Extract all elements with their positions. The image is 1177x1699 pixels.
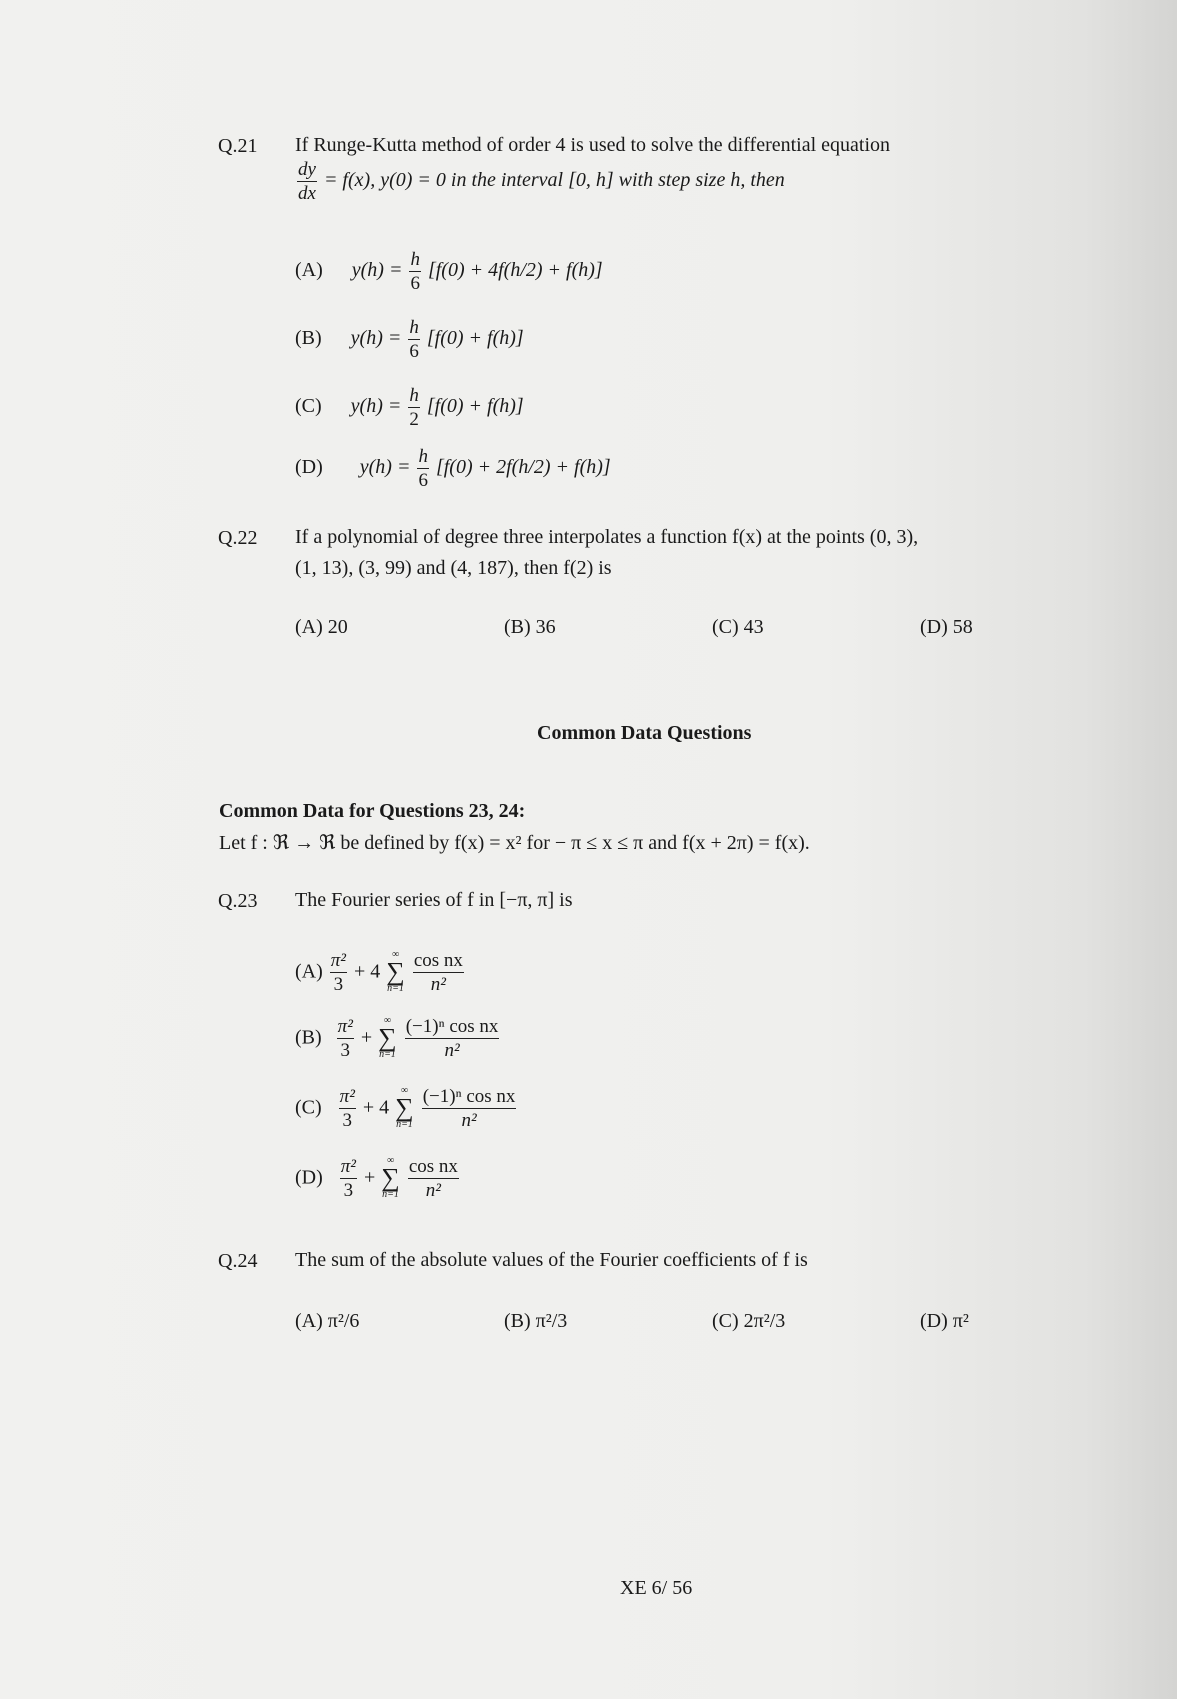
question-text: If a polynomial of degree three interpolates a function f(x) at the points (0, 3),	[295, 526, 919, 548]
summation-symbol: ∞ ∑ n=1	[386, 949, 405, 994]
question-number: Q.22	[218, 527, 258, 549]
option-c[interactable]: (C) y(h) = $\frac{h}{2}$ [f(0) + f(h)]	[295, 385, 524, 430]
question-text: The Fourier series of f in [−π, π] is	[295, 889, 573, 911]
section-heading: Common Data Questions	[537, 722, 752, 744]
question-text: If Runge-Kutta method of order 4 is used to solve the differential equation	[295, 134, 891, 156]
option-b[interactable]: (B) π²/3	[504, 1310, 568, 1332]
option-a[interactable]: (A) π²/6	[295, 1310, 360, 1332]
option-a[interactable]: (A) 20	[295, 616, 348, 638]
option-c[interactable]: (C) 43	[712, 616, 764, 638]
question-number: Q.21	[218, 135, 258, 157]
option-b[interactable]: (B) $\frac{\text{π²}}{3}$ + ∞ ∑ n=1 $\frac{\text{(−1)ⁿ cos nx}}{\text{n²}}$	[295, 1015, 499, 1061]
option-b[interactable]: (B) 36	[504, 616, 556, 638]
option-d[interactable]: (D) $\frac{\text{π²}}{3}$ + ∞ ∑ n=1 $\frac{\text{cos nx}}{\text{n²}}$	[295, 1155, 458, 1201]
summation-symbol: ∞ ∑ n=1	[378, 1015, 397, 1060]
page-number: XE 6/ 56	[620, 1577, 693, 1599]
common-data-text: Let f : ℜ → ℜ be defined by f(x) = x² for − π ≤ x ≤ π and f(x + 2π) = f(x).	[219, 832, 810, 854]
option-a[interactable]: (A) $\frac{\text{π²}}{3}$ + 4 ∞ ∑ n=1 $\frac{\text{cos nx}}{\text{n²}}$	[295, 949, 463, 995]
derivative-fraction: $\frac{dy}{dx}$	[298, 159, 316, 204]
question-text-line2: $\frac{dy}{dx}$ = f(x), y(0) = 0 in the interval [0, h] with step size h, then	[298, 159, 785, 204]
question-text: The sum of the absolute values of the Fourier coefficients of f is	[295, 1249, 808, 1271]
option-b[interactable]: (B) y(h) = $\frac{h}{6}$ [f(0) + f(h)]	[295, 317, 524, 362]
summation-symbol: ∞ ∑ n=1	[381, 1155, 400, 1200]
summation-symbol: ∞ ∑ n=1	[395, 1085, 414, 1130]
option-d[interactable]: (D) y(h) = $\frac{h}{6}$ [f(0) + 2f(h/2) + f(h)]	[295, 446, 611, 491]
question-number: Q.23	[218, 890, 258, 912]
question-text-line2: (1, 13), (3, 99) and (4, 187), then f(2) is	[295, 557, 612, 579]
option-c[interactable]: (C) 2π²/3	[712, 1310, 786, 1332]
option-d[interactable]: (D) π²	[920, 1310, 969, 1332]
option-a[interactable]: (A) y(h) = $\frac{h}{6}$ [f(0) + 4f(h/2) + f(h)]	[295, 249, 603, 294]
option-c[interactable]: (C) $\frac{\text{π²}}{3}$ + 4 ∞ ∑ n=1 $\frac{\text{(−1)ⁿ cos nx}}{\text{n²}}$	[295, 1085, 516, 1131]
option-d[interactable]: (D) 58	[920, 616, 973, 638]
question-number: Q.24	[218, 1250, 258, 1272]
common-data-title: Common Data for Questions 23, 24:	[219, 800, 526, 822]
